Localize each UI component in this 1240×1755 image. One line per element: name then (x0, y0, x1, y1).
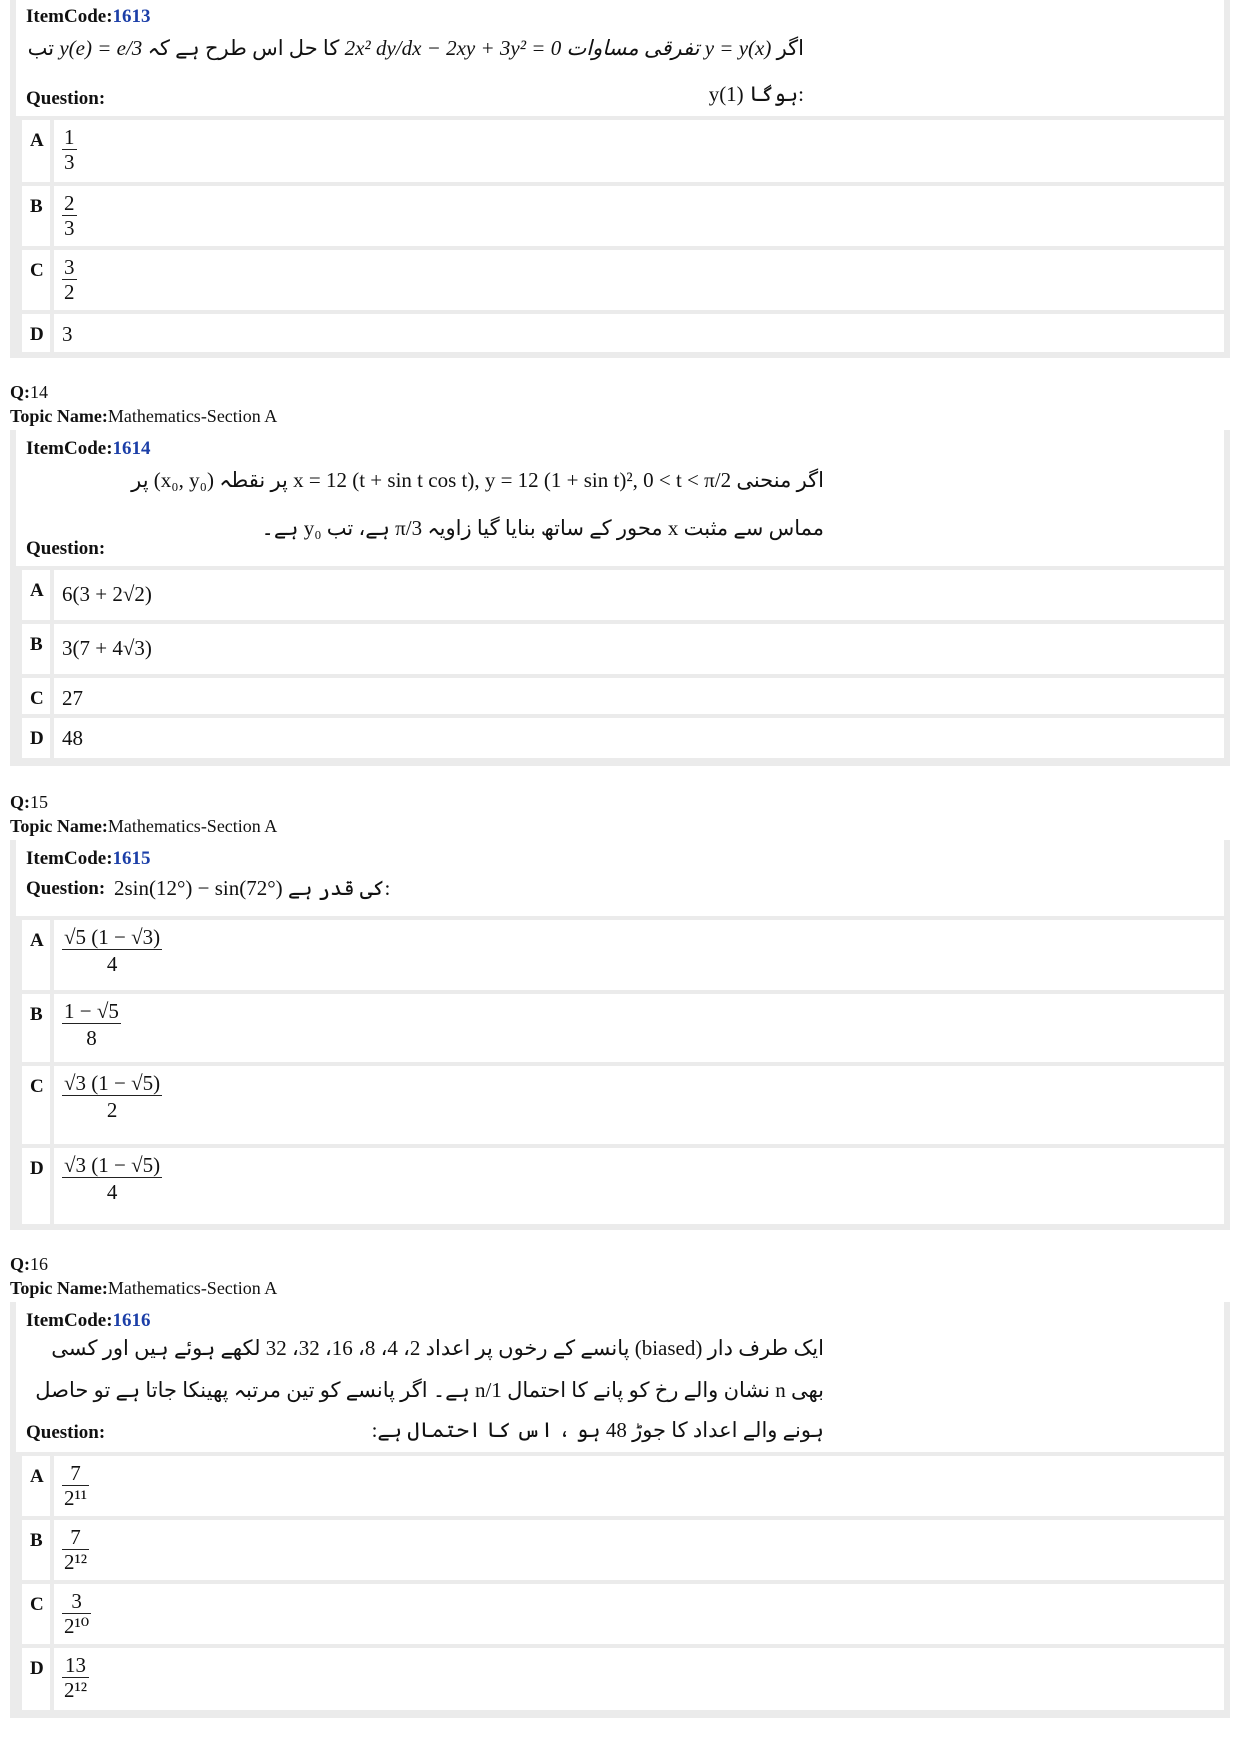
option-value: $\frac{3}{\text{2¹⁰}}$ (54, 1584, 1224, 1644)
option-value: 3(7 + 4√3) (54, 624, 1224, 674)
option-value: $\frac{1}{3}$ (54, 120, 1224, 182)
option-row-b[interactable] (16, 994, 1224, 1062)
option-letter: A (22, 1456, 50, 1516)
option-letter: D (22, 1148, 50, 1224)
option-letter: C (22, 1584, 50, 1644)
question-number: Q:15 (10, 792, 48, 812)
option-row-b[interactable] (16, 186, 1224, 246)
option-letter: C (22, 1066, 50, 1144)
question-text-line-1: ایک طرف دار (biased) پانسے کے رخوں پر اعداد 2، 4، 8، 16، 32، 32 لکھے ہوئے ہیں اور کسی (51, 1336, 824, 1360)
question-text-line-1: اگر منحنی x = 12 (t + sin t cos t), y = 12 (1 + sin t)², 0 < t < π/2 پر نقطہ (x₀, y₀) پر (131, 468, 824, 492)
option-row-d[interactable] (16, 718, 1224, 758)
option-row-c[interactable] (16, 1584, 1224, 1644)
option-letter: C (22, 678, 50, 714)
option-value: $\frac{√5 (1 - √3)}{4}$ (54, 920, 1224, 990)
option-letter: D (22, 314, 50, 352)
option-row-d[interactable] (16, 1148, 1224, 1224)
question-text-line-2: مماس سے مثبت x محور کے ساتھ بنایا گیا زاویہ π/3 ہے، تب y₀ ہے۔ (261, 516, 824, 540)
question-label: Question: (26, 538, 106, 559)
question-card-1616 (10, 1302, 1230, 1718)
option-letter: D (22, 718, 50, 758)
topic-name: Topic Name:Mathematics-Section A (10, 1278, 278, 1298)
question-number: Q:14 (10, 382, 48, 402)
question-label: Question: (26, 88, 106, 109)
question-label: Question: (26, 878, 106, 899)
option-letter: B (22, 624, 50, 674)
option-row-b[interactable] (16, 624, 1224, 674)
question-panel (16, 0, 1224, 116)
option-value: $\frac{2}{3}$ (54, 186, 1224, 246)
option-row-a[interactable] (16, 1456, 1224, 1516)
topic-name: Topic Name:Mathematics-Section A (10, 406, 278, 426)
option-value: $\frac{√3 (1 - √5)}{2}$ (54, 1066, 1224, 1144)
option-letter: C (22, 250, 50, 310)
option-letter: B (22, 186, 50, 246)
question-panel (16, 840, 1224, 916)
question-card-1613 (10, 0, 1230, 358)
option-value: 3 (54, 314, 1224, 352)
question-text-line-2: بھی n نشان والے رخ کو پانے کا احتمال 1/n ہے۔ اگر پانسے کو تین مرتبہ پھینکا جاتا ہے تو حاصل (35, 1378, 824, 1402)
question-card-1614 (10, 430, 1230, 766)
option-value: $\frac{13}{\text{2¹²}}$ (54, 1648, 1224, 1710)
option-value: 27 (54, 678, 1224, 714)
question-text-line-1: اگر y = y(x) تفرقی مساوات 2x² dy/dx − 2xy + 3y² = 0 کا حل اس طرح ہے کہ y(e) = e/3 تب (27, 36, 804, 60)
option-value: $\frac{1 - √5}{8}$ (54, 994, 1224, 1062)
item-code: ItemCode:1616 (26, 1310, 151, 1331)
item-code: ItemCode:1615 (26, 848, 151, 869)
option-row-d[interactable] (16, 1648, 1224, 1710)
option-value: 6(3 + 2√2) (54, 570, 1224, 620)
question-text-line-2: y(1) ہوگا: (708, 82, 804, 106)
option-value: $\frac{√3 (1 - √5)}{4}$ (54, 1148, 1224, 1224)
item-code: ItemCode:1614 (26, 438, 151, 459)
option-value: $\frac{7}{\text{2¹¹}}$ (54, 1456, 1224, 1516)
option-row-a[interactable] (16, 120, 1224, 182)
option-row-d[interactable] (16, 314, 1224, 352)
option-row-b[interactable] (16, 1520, 1224, 1580)
option-row-c[interactable] (16, 678, 1224, 714)
option-row-a[interactable] (16, 570, 1224, 620)
option-letter: B (22, 1520, 50, 1580)
option-row-c[interactable] (16, 1066, 1224, 1144)
option-row-a[interactable] (16, 920, 1224, 990)
option-letter: A (22, 920, 50, 990)
question-text: 2sin(12°) − sin(72°) کی قدر ہے: (114, 876, 391, 900)
question-panel (16, 1302, 1224, 1452)
option-value: $\frac{7}{\text{2¹²}}$ (54, 1520, 1224, 1580)
item-code: ItemCode:1613 (26, 6, 151, 27)
question-panel (16, 430, 1224, 566)
option-letter: A (22, 120, 50, 182)
option-value: $\frac{3}{2}$ (54, 250, 1224, 310)
option-value: 48 (54, 718, 1224, 758)
question-text-line-3: ہونے والے اعداد کا جوڑ 48 ہو ، اس کا احتمال ہے: (371, 1418, 824, 1442)
option-letter: D (22, 1648, 50, 1710)
option-letter: B (22, 994, 50, 1062)
option-row-c[interactable] (16, 250, 1224, 310)
question-card-1615 (10, 840, 1230, 1230)
option-letter: A (22, 570, 50, 620)
topic-name: Topic Name:Mathematics-Section A (10, 816, 278, 836)
question-number: Q:16 (10, 1254, 48, 1274)
question-label: Question: (26, 1422, 106, 1443)
